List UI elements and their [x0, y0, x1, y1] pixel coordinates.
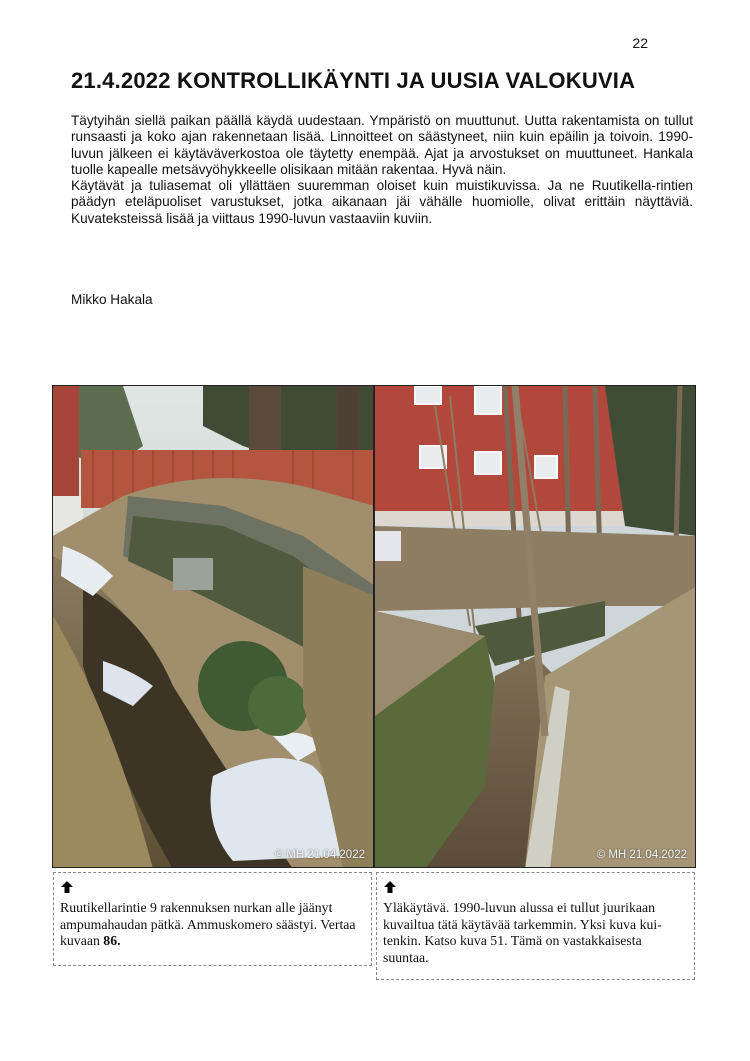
photo-caption-left [53, 872, 372, 966]
photo-bunker-trench-image [53, 386, 374, 868]
arrow-up-icon [60, 880, 74, 894]
caption-text: Yläkäytävä. 1990-luvun alussa ei tullut juurikaan kuvailtua tätä käytävää tarkemmin. Yksi kuva kui-tenkin. Katso kuva 51. Tämä on vastakkaisesta suuntaa. [383, 900, 662, 966]
paragraph-2: Käytävät ja tuliasemat oli yllättäen suuremman oloiset kuin muistikuvissa. Ja ne Ruutikella-rintien päädyn eteläpuoliset varustukset, jotka aikanaan jäi vähälle huomiolle, olivat erittäin näyttäviä. Kuvateksteissä lisää ja viittaus 1990-luvun vastaaviin kuviin. [71, 178, 693, 226]
photo-upper-trench [374, 385, 696, 868]
photo-caption-right [376, 872, 695, 980]
caption-text: Ruutikellarintie 9 rakennuksen nurkan alle jäänyt ampumahaudan pätkä. Ammuskomero säästyi. Vertaa kuvaan [60, 900, 356, 949]
author-name: Mikko Hakala [71, 292, 153, 307]
page-title: 21.4.2022 KONTROLLIKÄYNTI JA UUSIA VALOKUVIA [71, 68, 636, 93]
photo-upper-trench-image [375, 386, 696, 868]
body-text [71, 113, 693, 227]
page-number: 22 [632, 35, 648, 51]
photo-bunker-trench [52, 385, 374, 868]
caption-photo-reference: 86. [103, 933, 121, 949]
photo-watermark: © MH 21.04.2022 [274, 849, 365, 861]
arrow-up-icon [383, 880, 397, 894]
photo-watermark: © MH 21.04.2022 [596, 849, 687, 861]
paragraph-1: Täytyihän siellä paikan päällä käydä uudestaan. Ympäristö on muuttunut. Uutta rakentamista on tullut runsaasti ja koko ajan rakennetaan lisää. Linnoitteet on säästyneet, niin kuin epäilin ja toivoin. 1990-luvun jälkeen ei käytäväverkostoa ole täytetty enempää. Ajat ja arvostukset on muuttuneet. Hankala tuolle kapealle metsävyöhykkeelle olisikaan mitään rakentaa. Hyvä näin. [71, 113, 693, 177]
